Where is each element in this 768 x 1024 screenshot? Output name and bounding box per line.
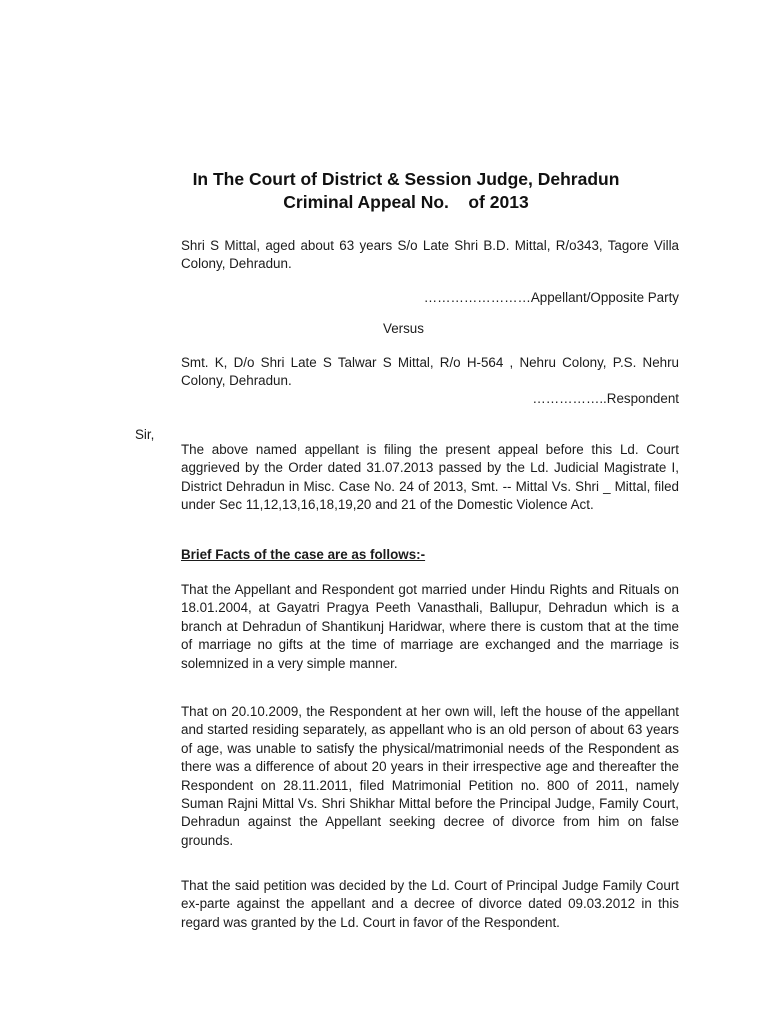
salutation: Sir, [135, 427, 155, 442]
appellant-details: Shri S Mittal, aged about 63 years S/o Late Shri B.D. Mittal, R/o343, Tagore Villa Colony, Dehradun. [181, 238, 679, 272]
intro-paragraph: The above named appellant is filing the present appeal before this Ld. Court aggrieved by the Order dated 31.07.2013 passed by the Ld. Judicial Magistrate I, District Dehradun in Misc. Case No. 24 of 2013, Smt. -- Mittal Vs. Shri _ Mittal, filed under Sec 11,12,13,16,18,19,20 and 21 of the Domestic Violence Act. [181, 442, 679, 513]
facts-heading-text: Brief Facts of the case are as follows:- [181, 547, 426, 562]
facts-heading [181, 546, 679, 564]
court-title: In The Court of District & Session Judge, Dehradun [192, 169, 620, 189]
appellant-role: ……………………Appellant/Opposite Party [423, 290, 679, 305]
fact-paragraph-3: That the said petition was decided by the Ld. Court of Principal Judge Family Court ex-parte against the appellant and a decree of divorce dated 09.03.2012 in this regard was granted by the Ld. Court in favor of the Respondent. [181, 878, 679, 930]
fact-paragraph-2: That on 20.10.2009, the Respondent at her own will, left the house of the appellant and started residing separately, as appellant who is an old person of about 63 years of age, was unable to satisfy the physical/matrimonial needs of the Respondent as there was a difference of about 20 years in their irrespective age and thereafter the Respondent on 28.11.2011, filed Matrimonial Petition no. 800 of 2011, namely Suman Rajni Mittal Vs. Shri Shikhar Mittal before the Principal Judge, Family Court, Dehradun against the Appellant seeking decree of divorce from him on false grounds. [181, 704, 679, 848]
fact-paragraph-1: That the Appellant and Respondent got married under Hindu Rights and Rituals on 18.01.2004, at Gayatri Pragya Peeth Vanasthali, Ballupur, Dehradun which is a branch at Dehradun of Shantikunj Haridwar, where there is custom that at the time of marriage no gifts at the time of marriage are exchanged and the marriage is solemnized in a very simple manner. [181, 582, 679, 671]
respondent-role: ……………..Respondent [532, 391, 679, 406]
appeal-title: Criminal Appeal No. of 2013 [283, 192, 529, 212]
versus-label: Versus [383, 321, 424, 336]
respondent-details: Smt. K, D/o Shri Late S Talwar S Mittal, R/o H-564 , Nehru Colony, P.S. Nehru Colony, Dehradun. [181, 355, 679, 389]
court-heading [100, 168, 712, 214]
